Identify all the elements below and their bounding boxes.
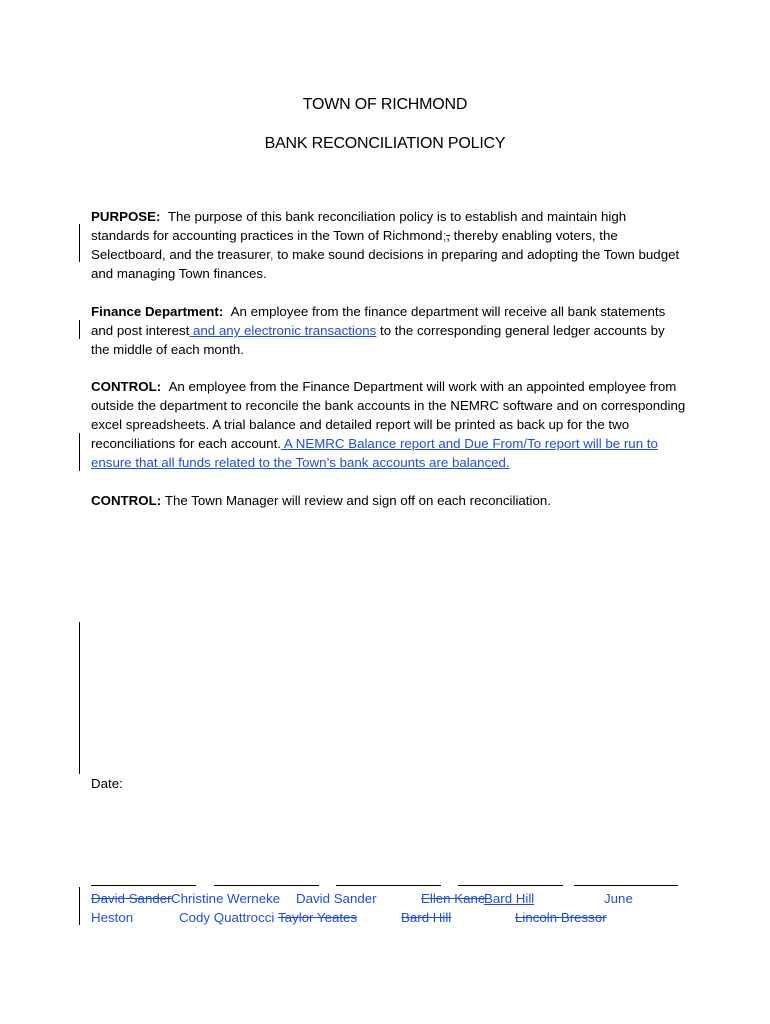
signer-name: Christine Werneke	[171, 891, 281, 906]
control-label: CONTROL:	[91, 493, 162, 508]
signer-name: June	[604, 891, 633, 906]
signer-name: Taylor Yeates	[278, 910, 358, 925]
deleted-text: ,	[446, 228, 450, 243]
document-subtitle: BANK RECONCILIATION POLICY	[264, 135, 506, 152]
signer-name: Heston	[91, 910, 134, 925]
control-paragraph	[91, 491, 686, 510]
signature-line	[91, 885, 196, 886]
purpose-label: PURPOSE:	[91, 209, 161, 224]
change-bar	[79, 320, 80, 339]
purpose-text: to make sound decisions in preparing and adopting the Town budget and managing Town finances.	[91, 247, 680, 281]
signer-name: David Sander	[296, 891, 377, 906]
signature-line	[336, 885, 441, 886]
signature-line	[574, 885, 678, 886]
finance-paragraph	[91, 302, 686, 359]
inserted-text: and any electronic transactions	[189, 323, 377, 338]
signer-name: Bard Hill	[401, 910, 452, 925]
finance-text: to the corresponding general ledger accounts by the middle of each month.	[91, 323, 665, 357]
purpose-paragraph	[91, 207, 686, 283]
signer-name: Lincoln Bressor	[515, 910, 607, 925]
change-bar	[79, 887, 80, 925]
inserted-text: ;	[442, 228, 447, 243]
date-label: Date:	[91, 776, 123, 791]
finance-text: An employee from the finance department will receive all bank statements and post interest	[91, 304, 666, 338]
signature-line	[214, 885, 319, 886]
signer-name: David Sander	[91, 891, 172, 906]
control-text: The Town Manager will review and sign off on each reconciliation.	[164, 493, 551, 508]
inserted-text: ,	[269, 247, 274, 262]
document-title: TOWN OF RICHMOND	[302, 96, 468, 113]
control-paragraph	[91, 377, 686, 472]
control-label: CONTROL:	[91, 379, 162, 394]
signer-name: Bard Hill	[484, 891, 535, 906]
signer-name: Ellen Kane	[421, 891, 486, 906]
control-text: An employee from the Finance Department will work with an appointed employee from outside the department to reconcile the bank accounts in the NEMRC software and on corresponding excel spreadsheets. A trial balance and detailed report will be printed as back up for the two reconciliations for each account.	[91, 379, 686, 451]
finance-label: Finance Department:	[91, 304, 224, 319]
change-bar	[79, 622, 80, 774]
signer-name: Cody Quattrocci	[179, 910, 275, 925]
purpose-text: The purpose of this bank reconciliation policy is to establish and maintain high standards for accounting practices in the Town of Richmond	[91, 209, 627, 243]
change-bar	[79, 433, 80, 471]
signature-line	[458, 885, 563, 886]
inserted-text: A NEMRC Balance report and Due From/To report will be run to ensure that all funds related to the Town’s bank accounts are balanced.	[91, 436, 658, 470]
change-bar	[79, 224, 80, 262]
purpose-text: thereby enabling voters, the Selectboard, and the treasurer	[91, 228, 618, 262]
